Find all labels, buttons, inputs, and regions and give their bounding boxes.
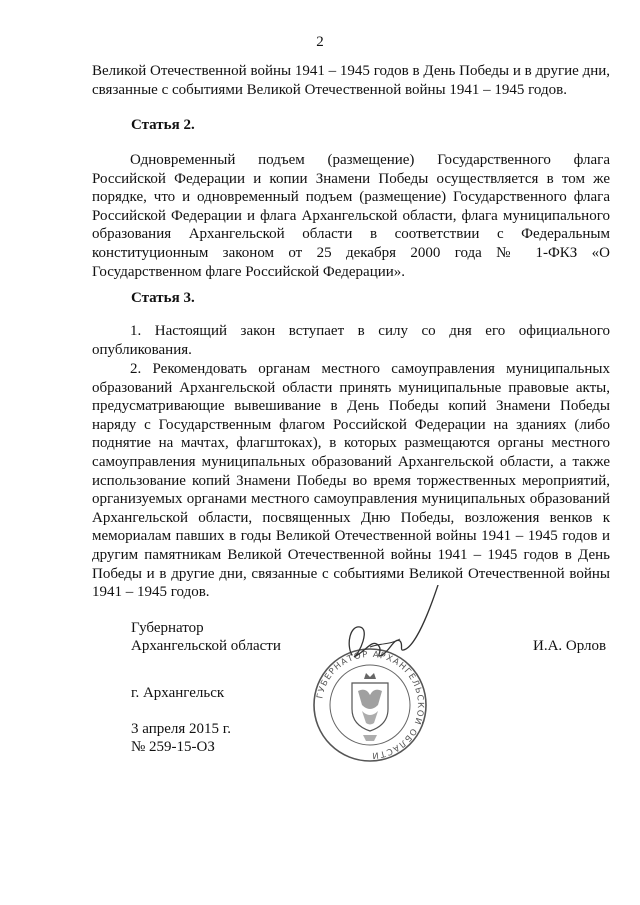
handwritten-signature bbox=[300, 585, 440, 765]
article-2-heading: Статья 2. bbox=[131, 117, 195, 133]
official-seal bbox=[300, 585, 440, 765]
article-3-item-1: 1. Настоящий закон вступает в силу со дня его официального опубликования. bbox=[92, 323, 610, 358]
article-3-item-2: 2. Рекомендовать органам местного самоуправления муниципальных образований Архангельской области принять муниципальные правовые акты, предусматривающие вывешивание в День Победы копий Знамени Победы наряду с Государственным флагом Российской Федерации на зданиях (либо поднятие на мачтах, флагштоках), в которых размещаются органы местного самоуправления муниципальных образований Архангельской области, а также использование копий Знамени Победы во время торжественных мероприятий, организуемых органами местного самоуправления муниципальных образований Архангельской области, посвященных Дню Победы, возложения венков к мемориалам павших в годы Великой Отечественной войны 1941 – 1945 годов и другим памятникам Великой Отечественной войны 1941 – 1945 годов в День Победы и в другие дни, связанные с событиями Великой Отечественной войны 1941 – 1945 годов. bbox=[92, 361, 610, 601]
signing-city: г. Архангельск bbox=[131, 685, 225, 701]
article-3-heading: Статья 3. bbox=[131, 290, 195, 306]
signature-position-2: Архангельской области bbox=[131, 638, 281, 654]
signing-date: 3 апреля 2015 г. bbox=[131, 721, 231, 737]
article-2-text: Одновременный подъем (размещение) Государственного флага Российской Федерации и копии Знамени Победы осуществляется в том же порядке, что и одновременный подъем (размещение) Государственного флага Российской Федерации и флага Архангельской области, флага муниципального образования Архангельской области в соответствии с Федеральным конституционным законом от 25 декабря 2000 года № 1-ФКЗ «О Государственном флаге Российской Федерации». bbox=[92, 152, 610, 280]
signatory-name: И.А. Орлов bbox=[533, 638, 607, 654]
page-number: 2 bbox=[316, 34, 324, 50]
seal-text: ГУБЕРНАТОР АРХАНГЕЛЬСКОЙ ОБЛАСТИ bbox=[315, 649, 426, 761]
signature-position-1: Губернатор bbox=[131, 620, 204, 636]
law-number: № 259-15-ОЗ bbox=[131, 739, 215, 755]
intro-paragraph: Великой Отечественной войны 1941 – 1945 годов в День Победы и в другие дни, связанные с событиями Великой Отечественной войны 1941 – 1945 годов. bbox=[92, 63, 610, 98]
